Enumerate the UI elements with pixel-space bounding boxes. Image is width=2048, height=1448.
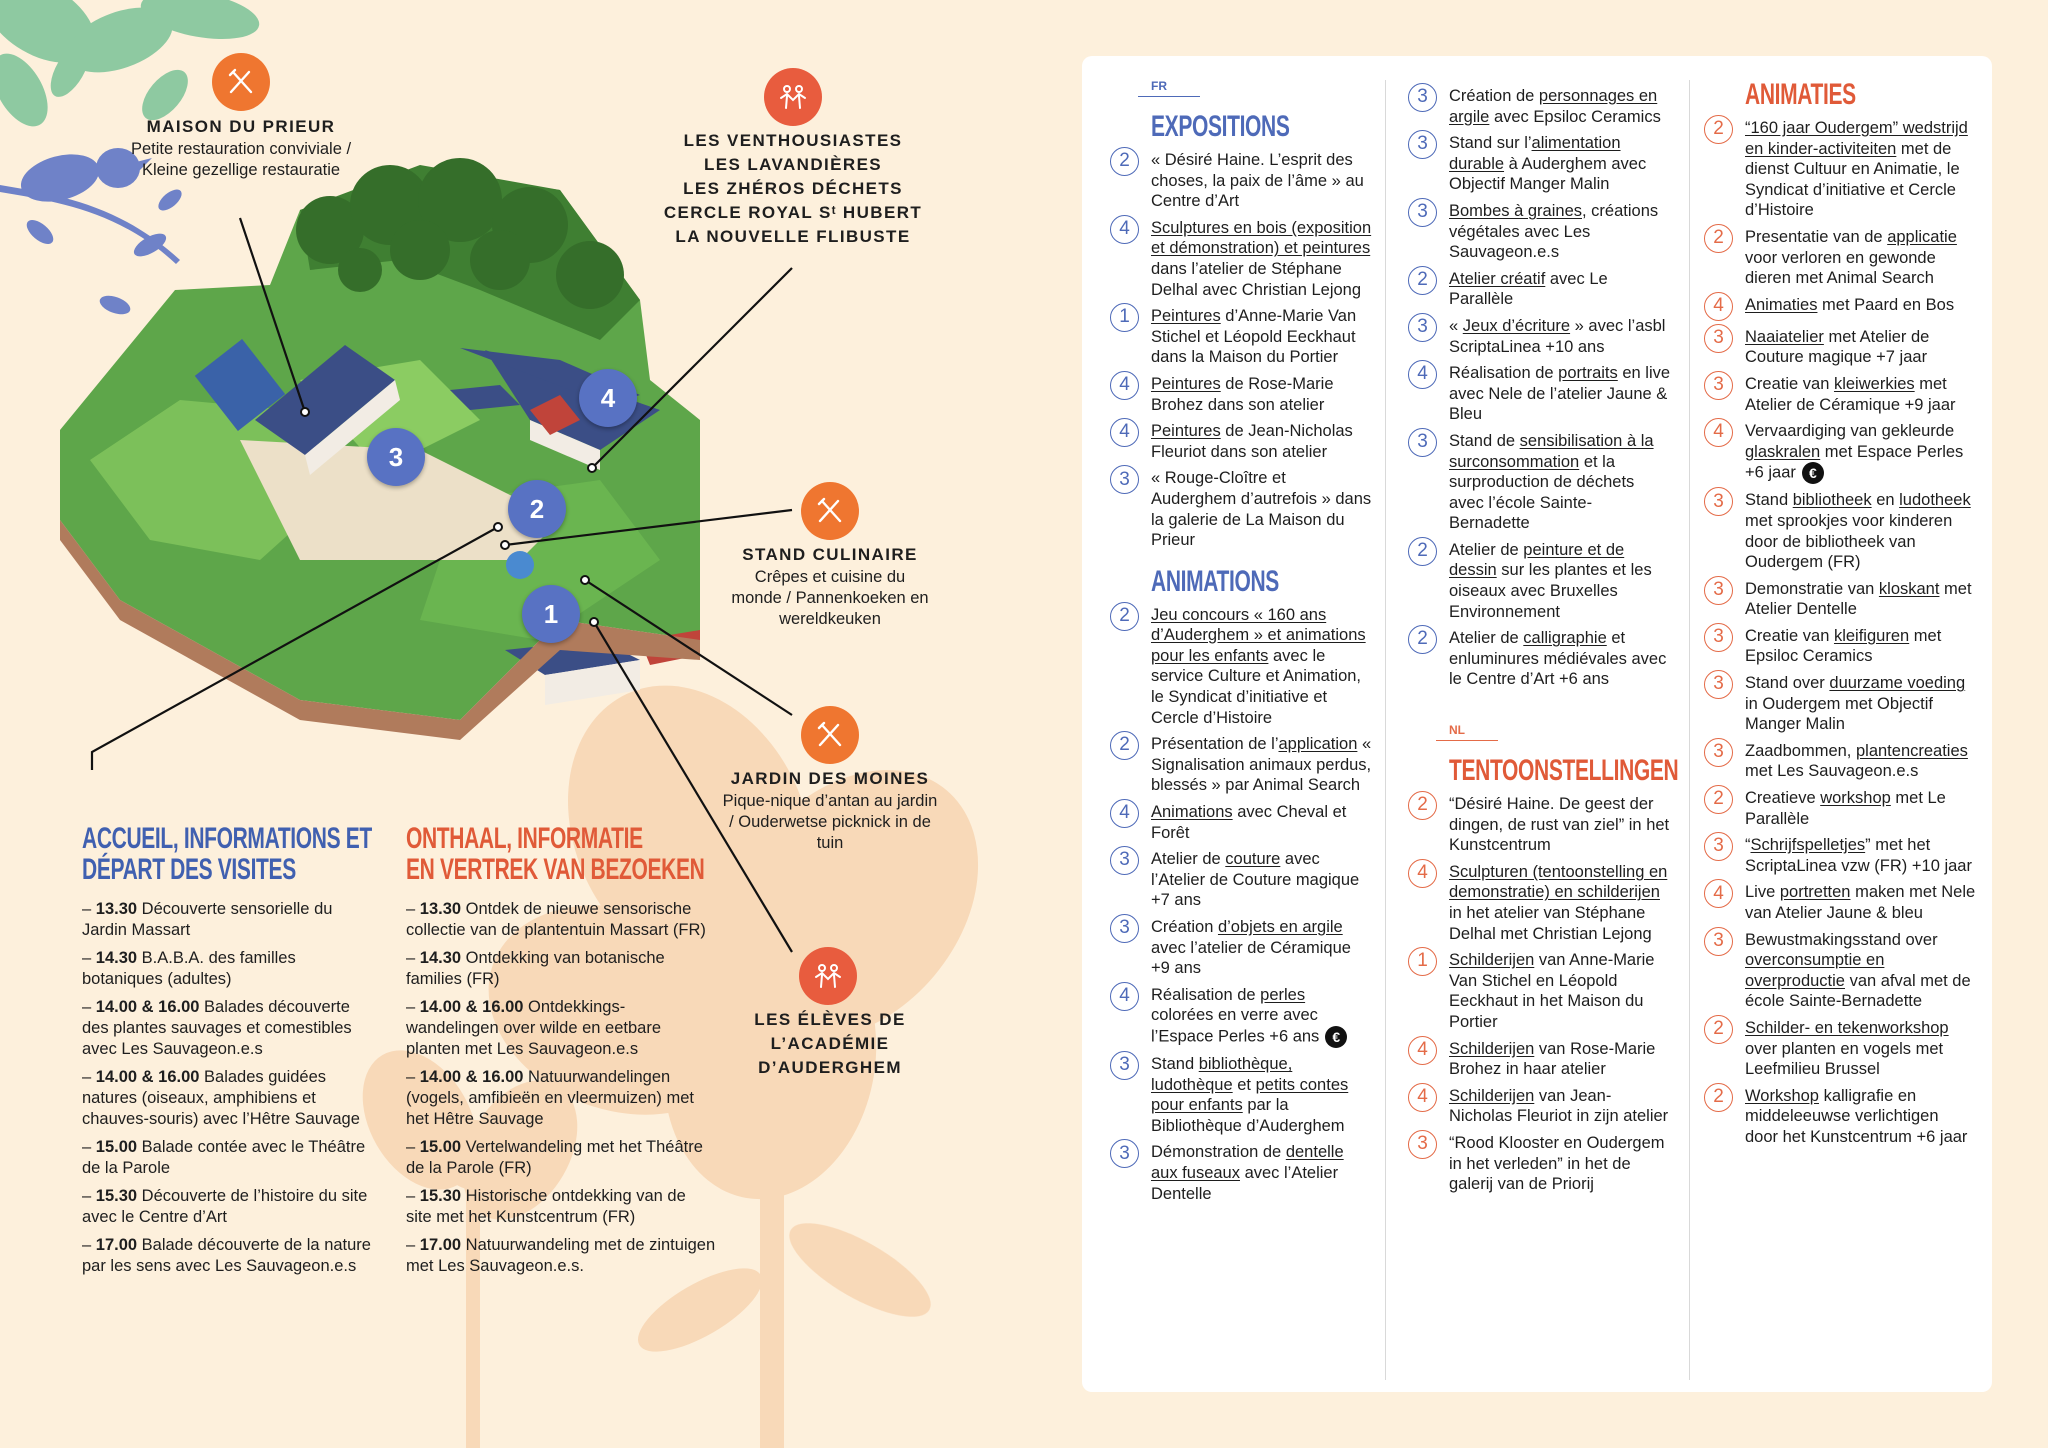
schedule-item: – 15.00 Balade contée avec le Théâtre de la Parole (82, 1138, 366, 1177)
schedule-text: B.A.B.A. des familles botaniques (adultes) (82, 949, 296, 988)
program-item-text: Création d’objets en argile avec l’atelier de Céramique +9 ans (1151, 918, 1351, 978)
program-item-text: Démonstration de dentelle aux fuseaux avec l’Atelier Dentelle (1151, 1143, 1344, 1203)
cutlery-icon (801, 706, 859, 764)
program-item-text: “Schrijfspelletjes” met het ScriptaLinea vzw (FR) +10 jaar (1745, 836, 1972, 875)
lang-fr: FR (1110, 76, 1372, 98)
schedule-nl (406, 823, 716, 1284)
location-number-badge: 3 (1704, 927, 1733, 956)
location-number-badge: 2 (1704, 1015, 1733, 1044)
euro-icon: € (1325, 1026, 1347, 1048)
location-number-badge: 4 (1408, 1083, 1437, 1112)
program-item-text: “160 jaar Oudergem” wedstrijd en kinder-activiteiten met de dienst Cultuur en Animatie, le Syndicat d’initiative et Cercle d’Histoire (1745, 119, 1968, 220)
schedule-item: – 13.30 Ontdek de nieuwe sensorische collectie van de plantentuin Massart (FR) (406, 900, 706, 939)
schedule-text: Natuurwandeling met de zintuigen met Les Sauvageon.e.s. (406, 1236, 716, 1275)
location-number-badge: 3 (1704, 738, 1733, 767)
schedule-text: Historische ontdekking van de site met het Kunstcentrum (FR) (406, 1187, 686, 1226)
program-item (1408, 1133, 1672, 1195)
location-number-badge: 4 (1110, 215, 1139, 244)
program-item (1704, 421, 1976, 484)
section-animations: ANIMATIONS (1151, 564, 1279, 598)
program-item-text: Création de personnages en argile avec Epsiloc Ceramics (1449, 87, 1661, 126)
location-number-badge: 3 (1408, 130, 1437, 159)
program-item-text: Présentation de l’application « Signalisation animaux perdus, blessés » par Animal Search (1151, 735, 1372, 795)
program-item-text: Peintures d’Anne-Marie Van Stichel et Léopold Eeckhaut dans la Maison du Portier (1151, 307, 1357, 367)
program-item (1110, 734, 1372, 796)
program-item-text: Stand de sensibilisation à la surconsommation et la surproduction de déchets avec l’école Sainte-Bernadette (1449, 431, 1654, 533)
schedule-item: – 14.30 B.A.B.A. des familles botaniques (adultes) (82, 949, 296, 988)
program-item (1704, 1086, 1976, 1148)
schedule-text: Balade découverte de la nature par les sens avec Les Sauvageon.e.s (82, 1236, 371, 1275)
schedule-text: Balades guidées natures (oiseaux, amphibiens et chauves-souris) avec l’Hêtre Sauvage (82, 1068, 360, 1128)
schedule-time: 17.00 (419, 1236, 462, 1254)
lang-nl: NL (1408, 720, 1672, 742)
schedule-time: 13.30 (95, 900, 138, 918)
col-fr-1 (1110, 76, 1372, 1210)
program-item (1704, 788, 1976, 829)
label-maison-du-prieur: MAISON DU PRIEUR Petite restauration conviviale / Kleine gezellige restauratie (130, 117, 352, 179)
col-fr-2 (1408, 86, 1679, 1201)
col-nl-2 (1704, 78, 1976, 1154)
program-item-text: Stand bibliotheek en ludotheek met sprookjes voor kinderen door de bibliotheek van Oudergem (FR) (1745, 491, 1971, 572)
program-item (1110, 468, 1372, 550)
location-number-badge: 2 (1110, 731, 1139, 760)
schedule-text: Découverte sensorielle du Jardin Massart (82, 900, 333, 939)
schedule-nl-list (406, 899, 716, 1277)
location-number-badge: 3 (1408, 428, 1437, 457)
location-number-badge: 3 (1704, 623, 1733, 652)
label-eleves-academie: LES ÉLÈVES DE L’ACADÉMIE D’AUDERGHEM (754, 1010, 906, 1077)
location-number-badge: 4 (1110, 799, 1139, 828)
schedule-text: Ontdek de nieuwe sensorische collectie van de plantentuin Massart (FR) (406, 900, 706, 939)
location-number-badge: 3 (1704, 832, 1733, 861)
program-item (1704, 741, 1976, 782)
program-item-text: « Rouge-Cloître et Auderghem d’autrefois » dans la galerie de La Maison du Prieur (1151, 469, 1372, 550)
section-tentoonstellingen: TENTOONSTELLINGEN (1449, 754, 1679, 788)
program-item-text: Stand bibliothèque, ludothèque et petits contes pour enfants par la Bibliothèque d’Auderghem (1151, 1054, 1349, 1135)
map-marker-4: 4 (579, 369, 637, 427)
program-item-text: “Désiré Haine. De geest der dingen, de rust van ziel” in het Kunstcentrum (1449, 795, 1670, 855)
program-item (1704, 626, 1976, 667)
location-number-badge: 3 (1408, 1130, 1437, 1159)
schedule-item: – 14.00 & 16.00 Balades découverte des plantes sauvages et comestibles avec Les Sauvageon.e.s (82, 998, 352, 1058)
schedule-fr (82, 823, 372, 1284)
location-number-badge: 3 (1110, 846, 1139, 875)
schedule-time: 15.00 (419, 1138, 462, 1156)
list-animations-cont (1408, 86, 1672, 690)
program-item (1110, 421, 1372, 462)
schedule-text: Natuurwandelingen (vogels, amfibieën en vleermuizen) met het Hêtre Sauvage (406, 1068, 694, 1128)
location-number-badge: 2 (1110, 147, 1139, 176)
program-item (1408, 201, 1672, 263)
location-number-badge: 3 (1408, 313, 1437, 342)
location-number-badge: 3 (1704, 371, 1733, 400)
location-number-badge: 3 (1408, 83, 1437, 112)
program-item-text: Schilder- en tekenworkshop over planten en vogels met Leefmilieu Brussel (1745, 1018, 1949, 1079)
program-item-text: Schilderijen van Jean-Nicholas Fleuriot in zijn atelier (1449, 1086, 1669, 1126)
program-item (1408, 628, 1672, 690)
program-item-text: Schilderijen van Anne-Marie Van Stichel en Léopold Eeckhaut in het Maison du Portier (1449, 951, 1655, 1031)
program-item-text: Creatie van kleifiguren met Epsiloc Ceramics (1745, 626, 1942, 666)
euro-icon: € (1802, 462, 1824, 484)
schedule-text: Découverte de l’histoire du site avec le Centre d’Art (82, 1187, 368, 1226)
program-item (1704, 930, 1976, 1012)
section-animaties: ANIMATIES (1745, 78, 1856, 111)
location-number-badge: 2 (1704, 115, 1733, 144)
location-number-badge: 2 (1408, 791, 1437, 820)
location-number-badge: 4 (1408, 859, 1437, 888)
program-item (1408, 862, 1672, 944)
program-item (1408, 316, 1672, 357)
program-item-text: Jeu concours « 160 ans d’Auderghem » et animations pour les enfants avec le service Culture et Animation, le Syndicat d’initiative et Cercle d’Histoire (1151, 605, 1366, 727)
location-number-badge: 1 (1110, 303, 1139, 332)
program-item (1704, 882, 1976, 923)
schedule-item: – 17.00 Natuurwandeling met de zintuigen met Les Sauvageon.e.s. (406, 1236, 716, 1275)
schedule-time: 14.00 & 16.00 (419, 998, 524, 1016)
program-item-text: Vervaardiging van gekleurde glaskralen met Espace Perles +6 jaar € (1745, 421, 1976, 484)
section-expositions: EXPOSITIONS (1151, 110, 1290, 143)
people-icon (764, 68, 822, 126)
schedule-time: 13.30 (419, 900, 462, 918)
program-item-text: Schilderijen van Rose-Marie Brohez in haar atelier (1449, 1039, 1656, 1079)
location-number-badge: 4 (1408, 1036, 1437, 1065)
location-number-badge: 4 (1110, 371, 1139, 400)
location-number-badge: 3 (1704, 670, 1733, 699)
label-associations: LES VENTHOUSIASTES LES LAVANDIÈRES LES ZHÉROS DÉCHETS CERCLE ROYAL Sᵗ HUBERT LA NOUVELLE FLIBUSTE (663, 131, 923, 246)
program-item-text: Bombes à graines, créations végétales avec Les Sauvageon.e.s (1449, 201, 1659, 262)
location-number-badge: 4 (1110, 982, 1139, 1011)
schedule-item: – 14.30 Ontdekking van botanische families (FR) (406, 949, 665, 988)
program-item-text: « Désiré Haine. L’esprit des choses, la paix de l’âme » au Centre d’Art (1151, 151, 1364, 211)
location-number-badge: 3 (1408, 198, 1437, 227)
list-tentoonstellingen (1408, 794, 1672, 1195)
schedule-time: 15.30 (419, 1187, 462, 1205)
location-number-badge: 2 (1408, 625, 1437, 654)
schedule-time: 15.30 (95, 1187, 138, 1205)
location-number-badge: 2 (1408, 266, 1437, 295)
program-item-text: Workshop kalligrafie en middeleeuwse verlichtigen door het Kunstcentrum +6 jaar (1745, 1086, 1968, 1146)
program-item-text: Réalisation de portraits en live avec Nele de l’atelier Jaune & Bleu (1449, 364, 1671, 424)
program-item (1704, 579, 1976, 620)
program-item (1408, 269, 1672, 310)
program-item-text: Atelier créatif avec Le Parallèle (1449, 269, 1608, 309)
location-number-badge: 1 (1408, 947, 1437, 976)
program-item-text: Peintures de Rose-Marie Brohez dans son atelier (1151, 374, 1334, 414)
program-item (1110, 985, 1372, 1048)
program-item-text: Sculptures en bois (exposition et démonstration) et peintures dans l’atelier de Stéphane Delhal avec Christian Lejong (1151, 218, 1372, 299)
program-item (1110, 802, 1372, 843)
program-item (1704, 673, 1976, 735)
program-item (1704, 835, 1976, 876)
program-item-text: Creatie van kleiwerkies met Atelier de Céramique +9 jaar (1745, 374, 1956, 414)
program-item (1704, 374, 1976, 415)
program-item-text: Bewustmakingsstand over overconsumptie en overproductie van afval met de école Sainte-Bernadette (1745, 930, 1971, 1011)
location-number-badge: 3 (1704, 487, 1733, 516)
program-item-text: Sculpturen (tentoonstelling en demonstratie) en schilderijen in het atelier van Stéphane Delhal met Christian Lejong (1449, 862, 1668, 943)
program-item (1704, 118, 1976, 221)
program-item-text: Stand sur l’alimentation durable à Auderghem avec Objectif Manger Malin (1449, 134, 1647, 194)
map-marker-3: 3 (367, 428, 425, 486)
location-number-badge: 4 (1408, 360, 1437, 389)
map-marker-1: 1 (522, 585, 580, 643)
program-item (1110, 917, 1372, 979)
label-jardin-des-moines: JARDIN DES MOINES Pique-nique d’antan au jardin / Ouderwetse picknick in de tuin (722, 769, 938, 852)
program-item (1110, 306, 1372, 368)
program-item-text: Zaadbommen, plantencreaties met Les Sauvageon.e.s (1745, 741, 1968, 781)
schedule-time: 14.00 & 16.00 (419, 1068, 524, 1086)
location-number-badge: 4 (1704, 418, 1733, 447)
people-icon (799, 947, 857, 1005)
program-item (1408, 950, 1672, 1032)
program-item-text: Creatieve workshop met Le Parallèle (1745, 789, 1946, 828)
program-item (1704, 1018, 1976, 1080)
list-expositions (1110, 150, 1372, 551)
schedule-nl-heading: ONTHAAL, INFORMATIE EN VERTREK VAN BEZOEKEN (406, 822, 705, 886)
program-item (1408, 1086, 1672, 1127)
location-number-badge: 3 (1704, 576, 1733, 605)
program-item (1110, 1142, 1372, 1204)
program-item (1110, 374, 1372, 415)
program-item-text: Réalisation de perles colorées en verre avec l’Espace Perles +6 ans € (1151, 985, 1372, 1048)
program-item (1408, 1039, 1672, 1080)
program-item-text: Atelier de calligraphie et enluminures médiévales avec le Centre d’Art +6 ans (1449, 629, 1667, 689)
location-number-badge: 3 (1110, 1139, 1139, 1168)
schedule-text: Balades découverte des plantes sauvages et comestibles avec Les Sauvageon.e.s (82, 998, 352, 1058)
location-number-badge: 3 (1110, 1051, 1139, 1080)
schedule-fr-heading: ACCUEIL, INFORMATIONS ET DÉPART DES VISITES (82, 822, 372, 886)
schedule-item: – 14.00 & 16.00 Natuurwandelingen (vogels, amfibieën en vleermuizen) met het Hêtre Sauvage (406, 1068, 694, 1128)
location-number-badge: 4 (1110, 418, 1139, 447)
location-number-badge: 3 (1110, 465, 1139, 494)
location-number-badge: 2 (1110, 602, 1139, 631)
schedule-time: 14.00 & 16.00 (95, 998, 200, 1016)
program-item (1408, 363, 1672, 425)
program-item-text: « Jeux d’écriture » avec l’asbl ScriptaLinea +10 ans (1449, 316, 1666, 356)
program-item (1704, 227, 1976, 289)
schedule-text: Ontdekking van botanische families (FR) (406, 949, 665, 988)
cutlery-icon (212, 53, 270, 111)
location-number-badge: 4 (1704, 879, 1733, 908)
location-number-badge: 2 (1408, 537, 1437, 566)
program-item-text: “Rood Klooster en Oudergem in het verleden” in het de galerij van de Priorij (1449, 1133, 1665, 1194)
program-item-text: Demonstratie van kloskant met Atelier Dentelle (1745, 579, 1972, 619)
list-animations (1110, 605, 1372, 1204)
program-item (1110, 849, 1372, 911)
program-item (1110, 1054, 1372, 1136)
schedule-item: – 15.30 Découverte de l’histoire du site avec le Centre d’Art (82, 1187, 368, 1226)
program-item (1408, 133, 1672, 195)
schedule-text: Ontdekkings-wandelingen over wilde en eetbare planten met Les Sauvageon.e.s (406, 998, 662, 1058)
location-number-badge: 3 (1704, 324, 1733, 353)
program-item-text: Peintures de Jean-Nicholas Fleuriot dans son atelier (1151, 422, 1353, 461)
program-panel (1082, 56, 1992, 1392)
program-item (1704, 295, 1976, 321)
map-marker-2: 2 (508, 480, 566, 538)
program-item-text: Atelier de peinture et de dessin sur les plantes et les oiseaux avec Bruxelles Environnement (1449, 540, 1652, 621)
cutlery-icon (801, 482, 859, 540)
program-item-text: Stand over duurzame voeding in Oudergem met Objectif Manger Malin (1745, 674, 1966, 734)
program-item (1408, 794, 1672, 856)
schedule-item: – 14.00 & 16.00 Balades guidées natures (oiseaux, amphibiens et chauves-souris) avec l’Hêtre Sauvage (82, 1068, 360, 1128)
schedule-fr-list (82, 899, 372, 1277)
schedule-item: – 13.30 Découverte sensorielle du Jardin Massart (82, 900, 333, 939)
list-animaties (1704, 118, 1976, 1148)
label-stand-culinaire: STAND CULINAIRE Crêpes et cuisine du monde / Pannenkoeken en wereldkeuken (731, 545, 929, 628)
program-item (1408, 86, 1672, 127)
schedule-time: 14.30 (419, 949, 462, 967)
location-number-badge: 3 (1110, 914, 1139, 943)
program-item-text: Live portretten maken met Nele van Atelier Jaune & bleu (1745, 883, 1976, 922)
program-item-text: Atelier de couture avec l’Atelier de Couture magique +7 ans (1151, 850, 1360, 910)
location-number-badge: 2 (1704, 1083, 1733, 1112)
location-number-badge: 4 (1704, 292, 1733, 321)
location-number-badge: 2 (1704, 224, 1733, 253)
program-item (1110, 605, 1372, 729)
program-item (1408, 540, 1672, 622)
schedule-time: 14.30 (95, 949, 138, 967)
program-item-text: Naaiatelier met Atelier de Couture magique +7 jaar (1745, 327, 1930, 367)
schedule-item: – 15.30 Historische ontdekking van de site met het Kunstcentrum (FR) (406, 1187, 686, 1226)
schedule-item: – 15.00 Vertelwandeling met het Théâtre de la Parole (FR) (406, 1138, 703, 1177)
schedule-text: Vertelwandeling met het Théâtre de la Parole (FR) (406, 1138, 703, 1177)
schedule-time: 15.00 (95, 1138, 138, 1156)
schedule-text: Balade contée avec le Théâtre de la Parole (82, 1138, 366, 1177)
schedule-item: – 14.00 & 16.00 Ontdekkings-wandelingen over wilde en eetbare planten met Les Sauvageon.e.s (406, 998, 662, 1058)
schedule-time: 14.00 & 16.00 (95, 1068, 200, 1086)
program-item-text: Animaties met Paard en Bos (1745, 295, 1955, 314)
program-item-text: Presentatie van de applicatie voor verloren en gewonde dieren met Animal Search (1745, 227, 1957, 288)
program-item (1704, 490, 1976, 572)
program-item (1704, 327, 1976, 368)
location-number-badge: 2 (1704, 785, 1733, 814)
schedule-item: – 17.00 Balade découverte de la nature par les sens avec Les Sauvageon.e.s (82, 1236, 371, 1275)
program-item-text: Animations avec Cheval et Forêt (1151, 803, 1347, 842)
program-item (1110, 218, 1372, 300)
schedule-time: 17.00 (95, 1236, 138, 1254)
program-item (1110, 150, 1372, 212)
program-item (1408, 431, 1672, 534)
